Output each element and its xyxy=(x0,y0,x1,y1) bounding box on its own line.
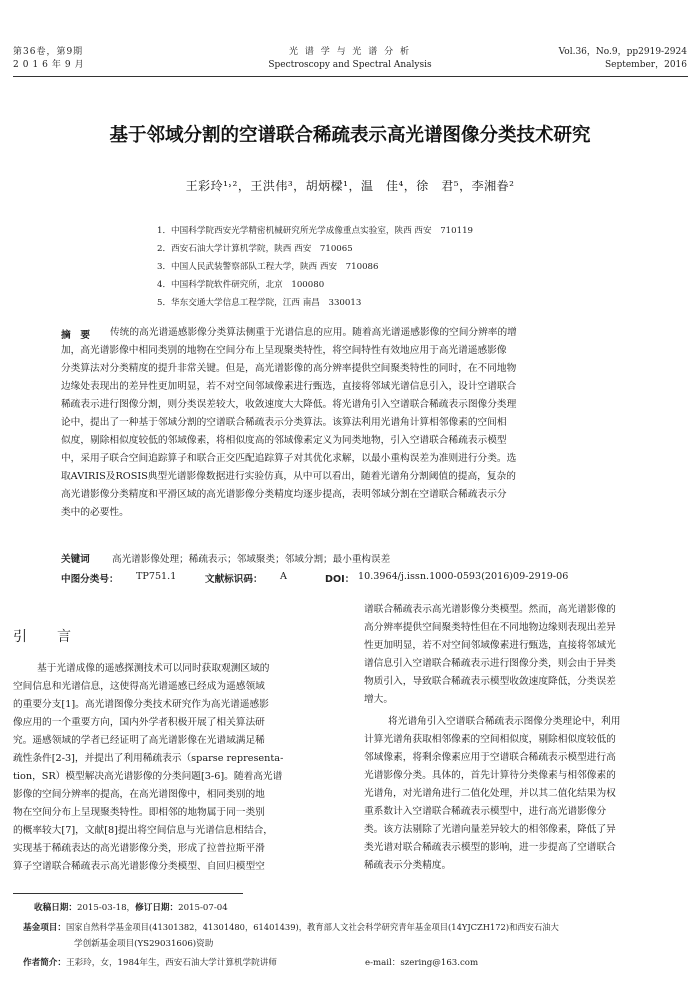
author-list: 王彩玲¹˒²，王洪伟³，胡炳樑¹，温 佳⁴，徐 君⁵，李湘眷² xyxy=(185,179,515,193)
abstract-line: 高光谱影像分类精度和平滑区域的高光谱影像分类精度均逐步提高，表明邻域分割在空谱联合稀疏表示分 xyxy=(61,489,507,500)
body-line: 光谱角，对光谱角进行二值化处理，并以其二值化结果为权 xyxy=(364,788,616,799)
section-heading-introduction: 引 言 xyxy=(13,629,79,645)
body-line: 实现基于稀疏表达的高光谱影像分类，形成了拉普拉斯平滑 xyxy=(13,843,265,854)
doi-label: DOI： xyxy=(325,574,355,585)
header-rule xyxy=(13,76,688,77)
body-line: 物在空间分布上呈现聚类特性。即相邻的地物属于同一类别 xyxy=(13,807,265,818)
body-line: 像应用的一个重要方向，国内外学者积极开展了相关算法研 xyxy=(13,717,265,728)
doc-code-label: 文献标识码： xyxy=(205,574,263,585)
footnote-author xyxy=(23,956,277,971)
fund-line-1: 国家自然科学基金项目(41301382，41301480，61401439)，教育部人文社会科学研究青年基金项目(14YJCZH172)和西安石油大 xyxy=(65,922,559,932)
keywords-label: 关键词 xyxy=(61,554,90,565)
footnote-fund xyxy=(23,920,559,936)
abstract-line: 论中，提出了一种基于邻域分割的空谱联合稀疏表示分类算法。该算法利用光谱角计算相邻像素的空间相 xyxy=(61,417,507,428)
body-line: 性更加明显，若不对空间邻域像素进行甄选，直接将邻域光 xyxy=(364,640,616,651)
fund-label: 基金项目： xyxy=(23,923,66,933)
revised-value: 2015-07-04 xyxy=(178,903,228,913)
body-line: 重系数计入空谱联合稀疏表示模型中，进行高光谱影像分 xyxy=(364,806,607,817)
affiliation-4: 4．中国科学院软件研究所，北京 100080 xyxy=(157,280,325,290)
abstract-line: 稀疏表示进行图像分割，则分类误差较大，收敛速度大大降低。将光谱角引入空谱联合稀疏表示图像分类理 xyxy=(61,399,517,410)
body-line: 类光谱对联合稀疏表示模型的影响，进一步提高了空谱联合 xyxy=(364,842,616,853)
abstract-line: 似度，剔除相似度较低的邻域像素，将相似度高的邻域像素定义为同类地物，引入空谱联合稀疏表示模型 xyxy=(61,435,507,446)
header-volume-issue: 第36卷，第9期 xyxy=(13,47,84,57)
body-line: 光谱影像分类。具体的，首先计算待分类像素与相邻像素的 xyxy=(364,770,616,781)
body-line: 基于光谱成像的遥感探测技术可以同时获取观测区域的 xyxy=(37,663,270,674)
body-line: 计算光谱角获取相邻像素的空间相似度，剔除相似度较低的 xyxy=(364,734,616,745)
header-date: 2016年9月 xyxy=(13,60,88,70)
body-line: 疏性条件[2-3]，并提出了利用稀疏表示（sparse representa- xyxy=(13,753,284,764)
body-line: tion，SR）模型解决高光谱影像的分类问题[3-6]。随着高光谱 xyxy=(13,771,283,782)
affiliation-1: 1．中国科学院西安光学精密机械研究所光学成像重点实验室，陕西 西安 710119 xyxy=(157,226,474,236)
body-line: 算子空谱联合稀疏表示高光谱影像分类模型、自回归模型空 xyxy=(13,861,265,872)
body-line: 将光谱角引入空谱联合稀疏表示图像分类理论中，利用 xyxy=(388,716,621,727)
body-line: 类。该方法剔除了光谱向量差异较大的相邻像素，降低了异 xyxy=(364,824,616,835)
body-line: 增大。 xyxy=(364,694,394,705)
affiliation-3: 3．中国人民武装警察部队工程大学，陕西 西安 710086 xyxy=(157,262,379,272)
author-bio-value: 王彩玲，女，1984年生，西安石油大学计算机学院讲师 xyxy=(65,958,277,968)
abstract-label: 摘 要 xyxy=(61,330,91,341)
received-label: 收稿日期： xyxy=(34,903,77,913)
body-line: 稀疏表示分类精度。 xyxy=(364,860,452,871)
header-journal-cn: 光 谱 学 与 光 谱 分 析 xyxy=(288,47,412,57)
abstract-line: 加，高光谱影像中相同类别的地物在空间分布上呈现聚类特性，将空间特性有效地应用于高光谱遥感影像 xyxy=(61,345,507,356)
received-value: 2015-03-18， xyxy=(76,903,136,913)
affiliation-5: 5．华东交通大学信息工程学院，江西 南昌 330013 xyxy=(157,298,362,308)
body-line: 邻域像素，将剩余像素应用于空谱联合稀疏表示模型进行高 xyxy=(364,752,616,763)
footnote-fund-cont: 学创新基金项目(YS29031606)资助 xyxy=(74,939,214,949)
header-month-year: September，2016 xyxy=(604,60,687,70)
abstract-line: 边缘处表现出的差异性更加明显，若不对空间邻域像素进行甄选，直接将邻域光谱信息引入，设计空谱联合 xyxy=(61,381,517,392)
body-line: 谱信息引入空谱联合稀疏表示进行图像分类，则会由于异类 xyxy=(364,658,616,669)
author-bio-label: 作者简介： xyxy=(23,958,66,968)
body-line: 究。遥感领域的学者已经证明了高光谱影像在光谱域满足稀 xyxy=(13,735,265,746)
body-line: 空间信息和光谱信息，这使得高光谱遥感已经成为遥感领域 xyxy=(13,681,265,692)
affiliation-2: 2．西安石油大学计算机学院，陕西 西安 710065 xyxy=(157,244,353,254)
body-line: 影像的空间分辨率的提高，在高光谱图像中，相同类别的地 xyxy=(13,789,265,800)
abstract-line: 传统的高光谱遥感影像分类算法侧重于光谱信息的应用。随着高光谱遥感影像的空间分辨率的增 xyxy=(110,327,517,338)
abstract-line: 中，采用子联合空间追踪算子和联合正交匹配追踪算子对其优化求解，以最小重构误差为准则进行分类。选 xyxy=(61,453,517,464)
abstract-line: 分类算法对分类精度的提升非常关键。但是，高光谱影像的高分辨率提供空间聚类特性的同时，在不同地物 xyxy=(61,363,517,374)
paper-title: 基于邻域分割的空谱联合稀疏表示高光谱图像分类技术研究 xyxy=(109,125,591,146)
clc-value: TP751.1 xyxy=(136,571,177,582)
footnote-dates xyxy=(34,901,228,916)
body-line: 谱联合稀疏表示高光谱影像分类模型。然而，高光谱影像的 xyxy=(364,604,616,615)
header-journal-en: Spectroscopy and Spectral Analysis xyxy=(268,60,432,70)
clc-label: 中图分类号： xyxy=(61,574,119,585)
doc-code-value: A xyxy=(280,571,287,582)
footnote-rule xyxy=(13,893,243,894)
body-line: 的重要分支[1]。高光谱图像分类技术研究作为高光谱遥感影 xyxy=(13,699,269,710)
header-vol-pages: Vol.36，No.9，pp2919-2924 xyxy=(558,47,687,57)
doi-value: 10.3964/j.issn.1000-0593(2016)09-2919-06 xyxy=(358,571,569,582)
keywords-text: 高光谱影像处理；稀疏表示；邻域聚类；邻域分割；最小重构误差 xyxy=(112,554,391,565)
author-email: e-mail：szering@163.com xyxy=(365,958,479,968)
abstract-line: 类中的必要性。 xyxy=(61,507,129,518)
abstract-line: 取AVIRIS及ROSIS典型光谱影像数据进行实验仿真，从中可以看出，随着光谱角分割阈值的提高，复杂的 xyxy=(61,471,516,482)
revised-label: 修订日期： xyxy=(135,903,179,913)
body-line: 物质引入，导致联合稀疏表示模型收敛速度降低，分类误差 xyxy=(364,676,616,687)
body-line: 的概率较大[7]，文献[8]提出将空间信息与光谱信息相结合， xyxy=(13,825,273,836)
body-line: 高分辨率提供空间聚类特性但在不同地物边缘则表现出差异 xyxy=(364,622,616,633)
